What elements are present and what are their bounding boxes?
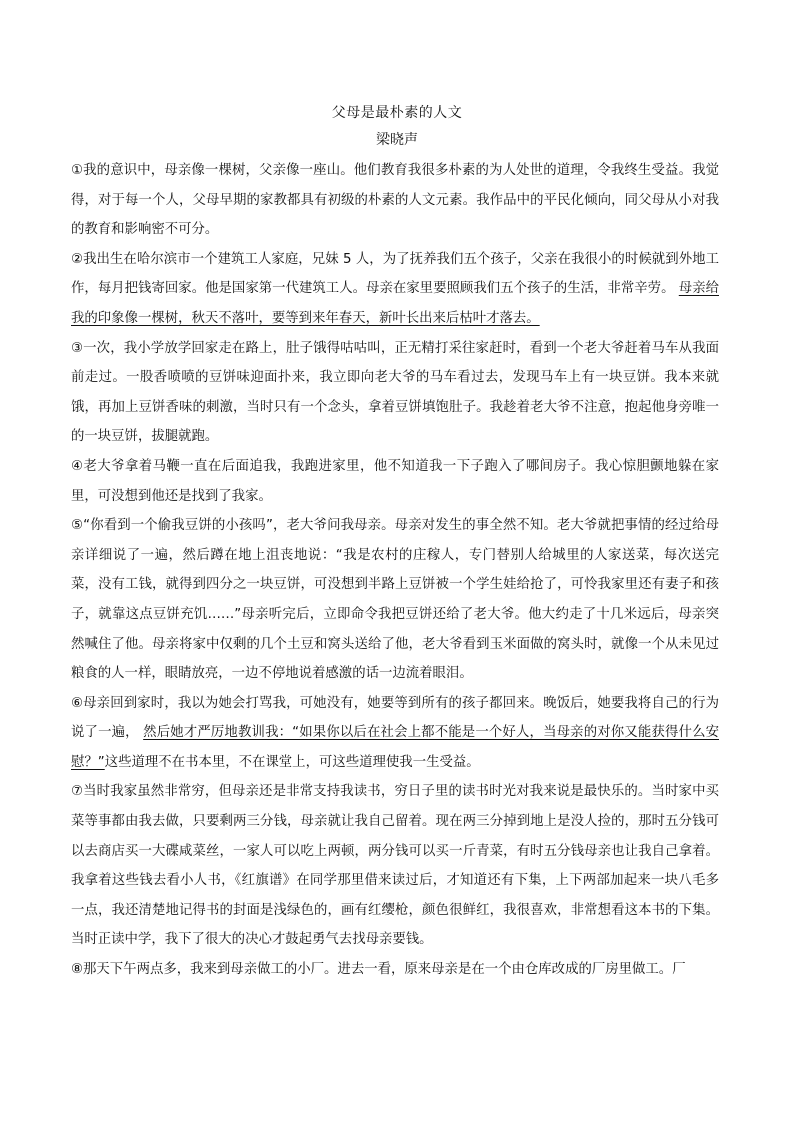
- paragraph-3: ③一次，我小学放学回家走在路上，肚子饿得咕咕叫，正无精打采往家赶时，看到一个老大爷赶着马车从我面前走过。一股香喷喷的豆饼味迎面扑来，我立即向老大爷的马车看过去，发现马车上有一块豆饼。我本来就饿，再加上豆饼香味的刺激，当时只有一个念头，拿着豆饼填饱肚子。我趁着老大爷不注意，抱起他身旁唯一的一块豆饼，拔腿就跑。: [71, 340, 719, 445]
- paragraph-2-underlined: 母亲给我的印象像一棵树，秋天不落叶，要等到来年春天，新叶长出来后枯叶才落去。: [71, 281, 719, 326]
- paragraph-8: ⑧那天下午两点多，我来到母亲做工的小厂。进去一看，原来母亲是在一个由仓库改成的厂房里做工。厂: [71, 962, 686, 978]
- article-body: [71, 156, 719, 985]
- paragraph-4: ④老大爷拿着马鞭一直在后面追我，我跑进家里，他不知道我一下子跑入了哪间房子。我心惊胆颤地躲在家里，可没想到他还是找到了我家。: [71, 458, 719, 504]
- paragraph-2: [71, 245, 719, 334]
- paragraph-5: ⑤“你看到一个偷我豆饼的小孩吗”，老大爷问我母亲。母亲对发生的事全然不知。老大爷就把事情的经过给母亲详细说了一遍，然后蹲在地上沮丧地说：“我是农村的庄稼人，专门替别人给城里的人家送菜，每次送完菜，没有工钱，就得到四分之一块豆饼，可没想到半路上豆饼被一个学生娃给抢了，可怜我家里还有妻子和孩子，就靠这点豆饼充饥……”母亲听完后，立即命令我把豆饼还给了老大爷。他大约走了十几米远后，母亲突然喊住了他。母亲将家中仅剩的几个土豆和窝头送给了他，老大爷看到玉米面做的窝头时，就像一个从未见过粮食的人一样，眼睛放亮，一边不停地说着感激的话一边流着眼泪。: [71, 518, 719, 682]
- article-author: 梁晓声: [376, 132, 418, 148]
- paragraph-6-text: ⑥母亲回到家时，我以为她会打骂我，可她没有，她要等到所有的孩子都回来。晚饭后，她要我将自己的行为说了一遍，: [71, 695, 719, 741]
- paragraph-6-underlined: 然后她才严厉地教训我：“如果你以后在社会上都不能是一个好人，当母亲的对你又能获得什么安慰？”: [71, 725, 720, 770]
- paragraph-2-text: ②我出生在哈尔滨市一个建筑工人家庭，兄妹 5 人，为了抚养我们五个孩子，父亲在我很小的时候就到外地工作，每月把钱寄回家。他是国家第一代建筑工人。母亲在家里要照顾我们五个孩子的生活，非常辛劳。: [71, 251, 719, 297]
- paragraph-7: ⑦当时我家虽然非常穷，但母亲还是非常支持我读书，穷日子里的读书时光对我来说是最快乐的。当时家中买菜等事都由我去做，只要剩两三分钱，母亲就让我自己留着。现在两三分掉到地上是没人捡的，那时五分钱可以去商店买一大碟咸菜丝，一家人可以吃上两顿，两分钱可以买一斤青菜，有时五分钱母亲也让我自己拿着。我拿着这些钱去看小人书，《红旗谱》在同学那里借来读过后，才知道还有下集，上下两部加起来一块八毛多一点，我还清楚地记得书的封面是浅绿色的，画有红缨枪，颜色很鲜红，我很喜欢，非常想看这本书的下集。当时正读中学，我下了很大的决心才鼓起勇气去找母亲要钱。: [71, 784, 719, 948]
- article-title: 父母是最朴素的人文: [331, 105, 463, 121]
- paragraph-6-tail: 这些道理不在书本里，不在课堂上，可这些道理使我一生受益。: [104, 754, 480, 770]
- paragraph-1: ①我的意识中，母亲像一棵树，父亲像一座山。他们教育我很多朴素的为人处世的道理，令我终生受益。我觉得，对于每一个人，父母早期的家教都具有初级的朴素的人文元素。我作品中的平民化倾向，同父母从小对我的教育和影响密不可分。: [71, 163, 719, 238]
- paragraph-6: [71, 689, 719, 778]
